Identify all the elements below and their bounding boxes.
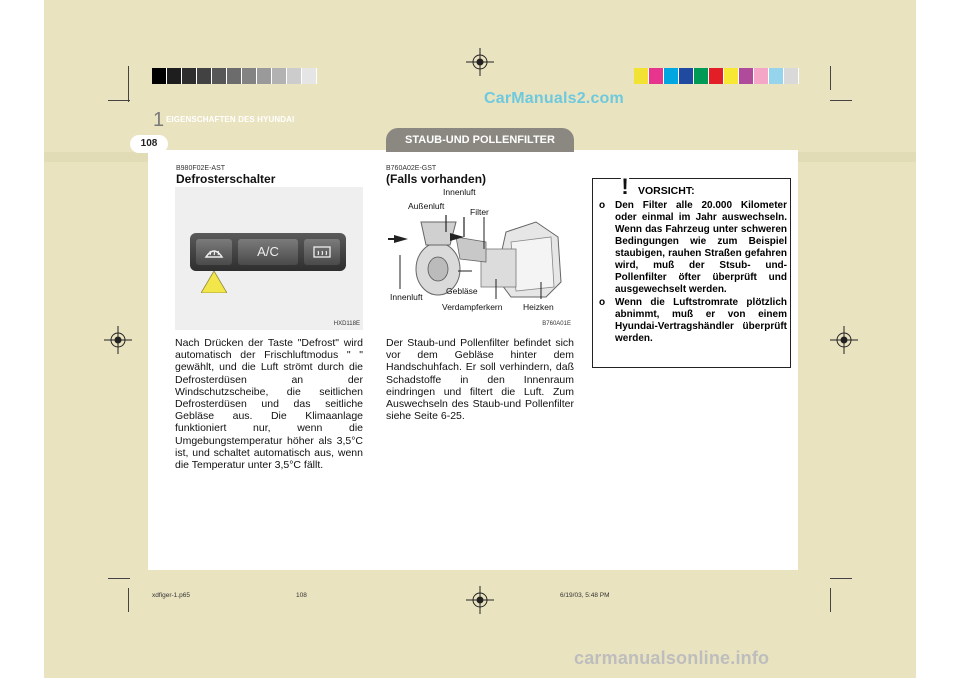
registration-mark-icon <box>466 48 494 76</box>
filter-paragraph: Der Staub-und Pollenfilter befindet sich vor dem Gebläse hinter dem Handschuhfach. Er soll verhindern, daß Schadstoffe in den Innenraum eindringen und filtert die Luft. Zum Auswechseln des Staub-und Pollenfilter siehe Seite 6-25. <box>386 337 574 423</box>
label-filter: Filter <box>470 207 489 217</box>
label-heizken: Heizken <box>523 302 554 312</box>
warning-item <box>599 297 787 345</box>
bullet: o <box>599 200 606 211</box>
pointer-arrow-icon <box>201 271 227 293</box>
chapter-number: 1 <box>153 109 165 131</box>
color-swatch <box>227 68 242 84</box>
image-code: B760A01E <box>542 321 571 327</box>
section-heading: Defrosterschalter <box>176 172 276 186</box>
chapter-title: EIGENSCHAFTEN DES HYUNDAI <box>166 115 295 124</box>
color-swatch <box>724 68 739 84</box>
color-swatch <box>754 68 769 84</box>
color-swatch <box>709 68 724 84</box>
bullet: o <box>599 297 606 308</box>
image-code: HXD118E <box>333 321 360 327</box>
crop-mark <box>830 578 852 579</box>
crop-mark <box>128 66 129 90</box>
section-code: B980F02E-AST <box>176 165 226 172</box>
climate-control-panel <box>190 233 346 271</box>
color-swatch <box>242 68 257 84</box>
color-swatch <box>287 68 302 84</box>
crop-mark <box>128 588 129 612</box>
label-innenluft-top: Innenluft <box>443 187 476 197</box>
ac-button <box>238 239 298 265</box>
color-swatch <box>634 68 649 84</box>
color-swatch <box>272 68 287 84</box>
color-swatch <box>167 68 182 84</box>
color-swatch <box>769 68 784 84</box>
registration-mark-icon <box>104 326 132 354</box>
defrost-icon <box>196 239 232 265</box>
color-swatch <box>257 68 272 84</box>
footer-filename: xdfiger-1.p65 <box>152 592 190 599</box>
warning-box <box>592 174 791 368</box>
ac-button-label: A/C <box>257 244 279 259</box>
color-swatch <box>182 68 197 84</box>
color-swatch <box>302 68 317 84</box>
color-swatch <box>784 68 799 84</box>
svg-text:!: ! <box>621 174 629 197</box>
crop-mark <box>830 588 831 612</box>
page-number: 108 <box>130 135 168 153</box>
color-swatch <box>212 68 227 84</box>
registration-mark-icon <box>466 586 494 614</box>
label-innenluft-left: Innenluft <box>390 292 423 302</box>
crop-mark <box>128 90 129 102</box>
registration-mark-icon <box>830 326 858 354</box>
warning-list <box>599 200 787 346</box>
defrost-button <box>196 239 232 265</box>
section-code: B760A02E-GST <box>386 165 437 172</box>
color-swatch <box>649 68 664 84</box>
warning-item-text: Den Filter alle 20.000 Kilometer oder einmal im Jahr auswechseln. Wenn das Fahrzeug unter schweren Bedingungen wie zum Beispiel staubigen, rauhen Straßen gefahren wird, muß der Stsub- und-Pollenfilter öfter überprüft und ausgewechselt werden. <box>615 200 787 295</box>
crop-mark <box>108 100 130 101</box>
crop-mark <box>830 100 852 101</box>
defroster-paragraph: Nach Drücken der Taste "Defrost" wird automatisch der Frischluftmodus " " gewählt, und die Luft strömt durch die Defrosterdüsen an der Windschutzscheibe, die seitlichen Defrosterdüsen und das seitliche Gebläse aus. Die Klimaanlage funktioniert nur, wenn die Umgebungstemperatur höher als 3,5°C ist, und schaltet automatisch aus, wenn die Temperatur unter 3,5°C fällt. <box>175 337 363 472</box>
defroster-photo <box>175 187 363 330</box>
watermark-link[interactable]: CarManuals2.com <box>484 90 624 107</box>
color-swatch <box>664 68 679 84</box>
label-aussenluft: Außenluft <box>408 201 445 211</box>
color-swatch <box>152 68 167 84</box>
label-verdampferkern: Verdampferkern <box>442 302 503 312</box>
footer-page: 108 <box>296 592 307 599</box>
warning-triangle-icon <box>611 171 639 197</box>
color-swatch <box>197 68 212 84</box>
warning-item-text: Wenn die Luftstromrate plötzlich abnimmt, muß er von einem Hyundai-Vertragshändler überprüft werden. <box>615 297 787 344</box>
warning-item <box>599 200 787 296</box>
color-swatch <box>739 68 754 84</box>
section-title-tab: STAUB-UND POLLENFILTER <box>386 128 574 152</box>
rear-defrost-button <box>304 239 340 265</box>
crop-mark <box>108 578 130 579</box>
section-heading: (Falls vorhanden) <box>386 172 487 186</box>
color-swatch <box>694 68 709 84</box>
crop-mark <box>830 66 831 90</box>
filter-diagram <box>386 187 574 330</box>
grayscale-swatches <box>152 68 317 84</box>
warning-title: VORSICHT: <box>638 185 695 197</box>
color-swatches <box>634 68 799 84</box>
color-swatch <box>679 68 694 84</box>
rear-defrost-icon <box>304 239 340 265</box>
watermark-bottom-link[interactable]: carmanualsonline.info <box>574 648 770 668</box>
label-geblaese: Gebläse <box>446 286 478 296</box>
footer-timestamp: 6/19/03, 5:48 PM <box>560 592 610 599</box>
